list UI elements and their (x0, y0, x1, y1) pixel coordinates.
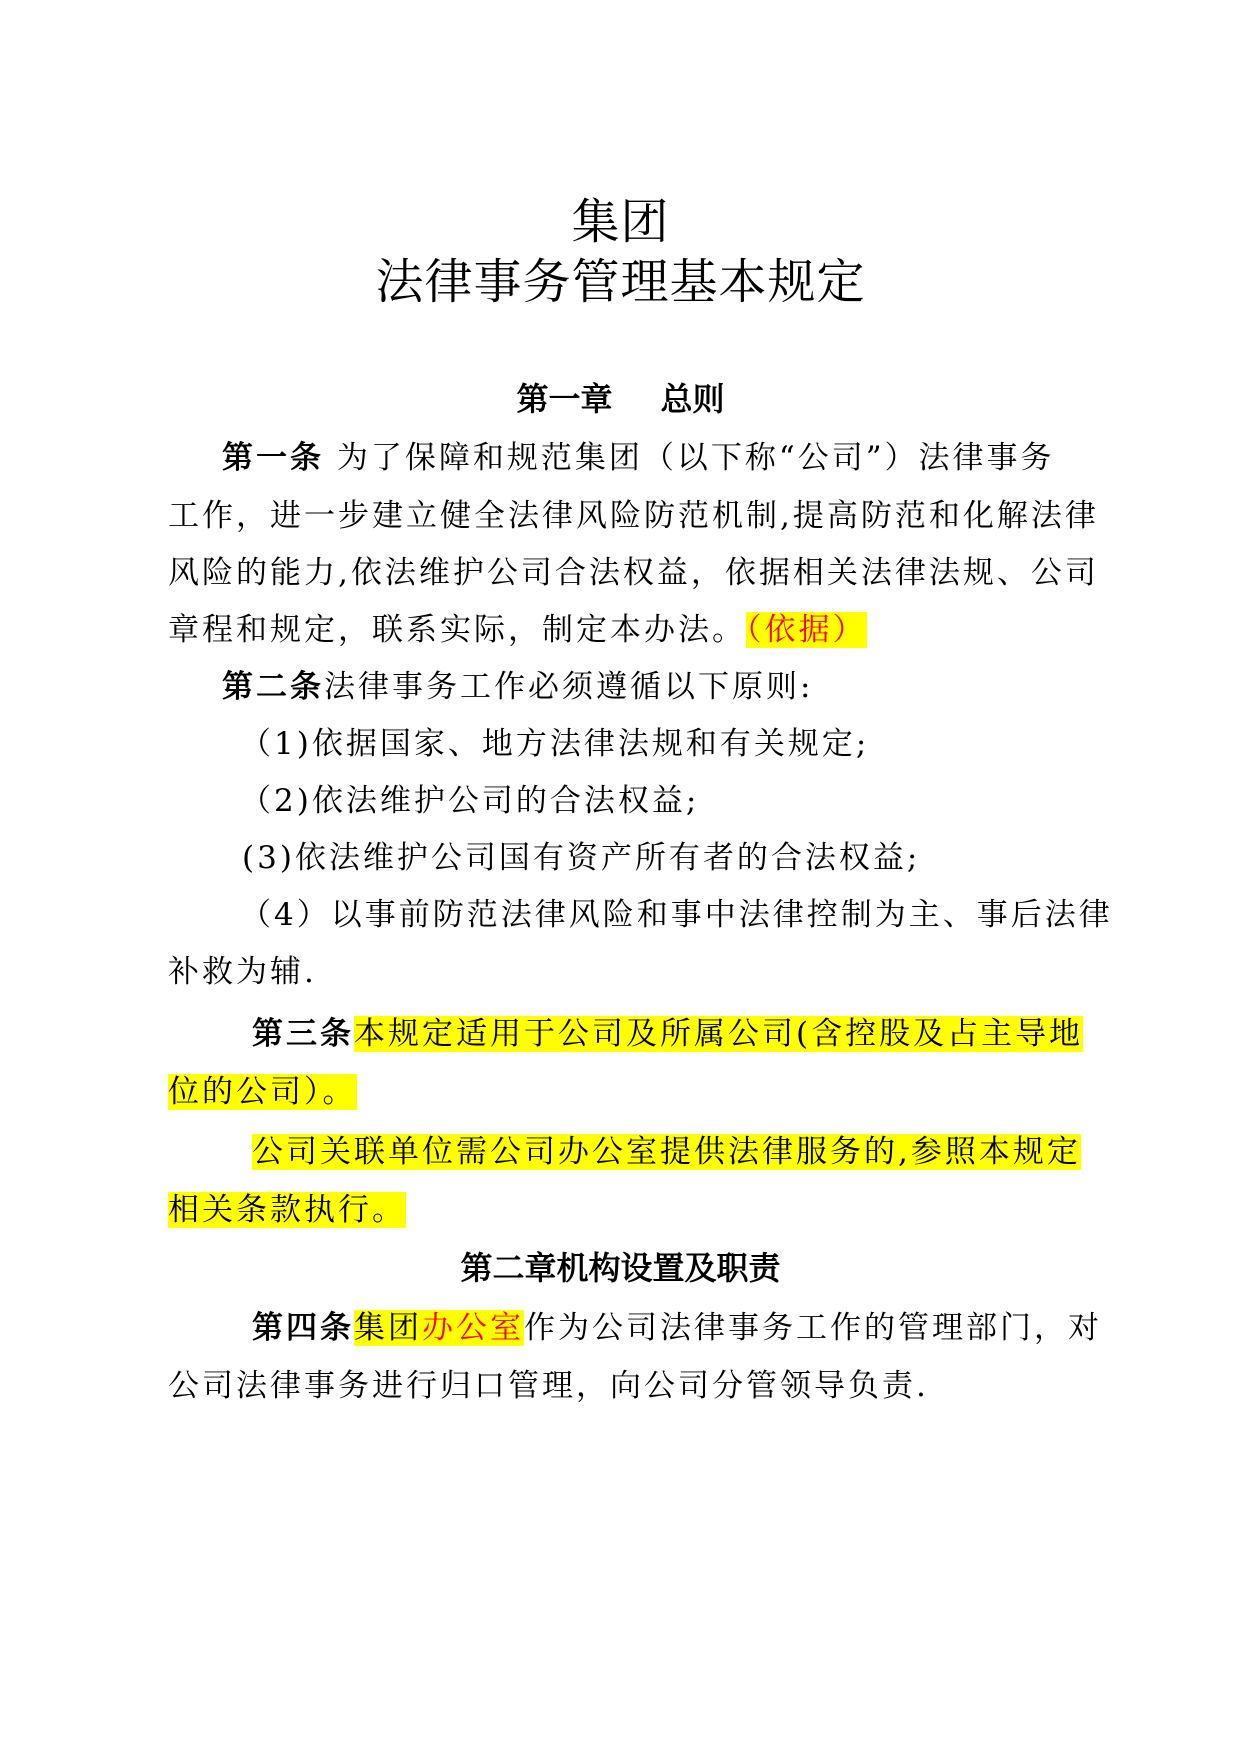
article-4-label: 第四条 (252, 1310, 354, 1346)
article-1-line-1 (222, 436, 1055, 480)
chapter-2-heading: 第二章机构设置及职责 (460, 1249, 781, 1287)
article-4-line-1 (252, 1306, 1102, 1350)
chapter-1-name: 总则 (660, 380, 725, 418)
article-3-para-2-line-2 (168, 1188, 406, 1232)
article-1-line-3: 风险的能力,依法维护公司合法权益，依据相关法律法规、公司 (168, 555, 1099, 591)
chapter-1-number: 第一章 (516, 380, 613, 418)
article-2-label: 第二条 (222, 669, 324, 705)
article-2-item-4-line-1: （4）以事前防范法律风险和事中法律控制为主、事后法律 (240, 897, 1113, 933)
chapter-1-heading (0, 377, 1241, 421)
article-4-part-2: 办公室 (422, 1310, 524, 1346)
article-2-item-2: （2)依法维护公司的合法权益; (240, 783, 700, 819)
article-2-text: 法律事务工作必须遵循以下原则: (324, 669, 814, 705)
article-1-line-2: 工作，进一步建立健全法律风险防范机制,提高防范和化解法律 (168, 498, 1099, 534)
article-1-text-4: 章程和规定，联系实际，制定本办法。 (168, 612, 746, 648)
article-3-para-2-text-1: 公司关联单位需公司办公室提供法律服务的,参照本规定 (252, 1134, 1081, 1170)
article-3-text-2: 位的公司）。 (168, 1074, 357, 1110)
article-4-line-2: 公司法律事务进行归口管理，向公司分管领导负责. (168, 1368, 929, 1404)
article-3-line-1 (252, 1012, 1083, 1056)
article-2-line (222, 665, 813, 709)
article-4-part-1: 集团 (354, 1310, 422, 1346)
article-2-item-1: （1)依据国家、地方法律法规和有关规定; (240, 726, 870, 762)
title-line-2: 法律事务管理基本规定 (375, 254, 866, 310)
title-line-1: 集团 (571, 194, 670, 250)
article-1-line-4 (168, 608, 867, 652)
article-3-para-2-text-2: 相关条款执行。 (168, 1192, 406, 1228)
article-3-line-2 (168, 1070, 357, 1114)
article-1-label: 第一条 (222, 440, 324, 476)
article-1-text-1: 为了保障和规范集团（以下称“公司”）法律事务 (336, 440, 1055, 476)
article-3-para-2-line-1 (252, 1130, 1081, 1174)
article-2-item-3: (3)依法维护公司国有资产所有者的合法权益; (242, 840, 921, 876)
article-4-text-1: 作为公司法律事务工作的管理部门，对 (524, 1310, 1102, 1346)
article-3-label: 第三条 (252, 1016, 354, 1052)
article-3-text-1: 本规定适用于公司及所属公司(含控股及占主导地 (354, 1016, 1084, 1052)
article-2-item-4-line-2: 补救为辅. (168, 954, 317, 990)
article-1-note: （依据） (746, 612, 867, 648)
